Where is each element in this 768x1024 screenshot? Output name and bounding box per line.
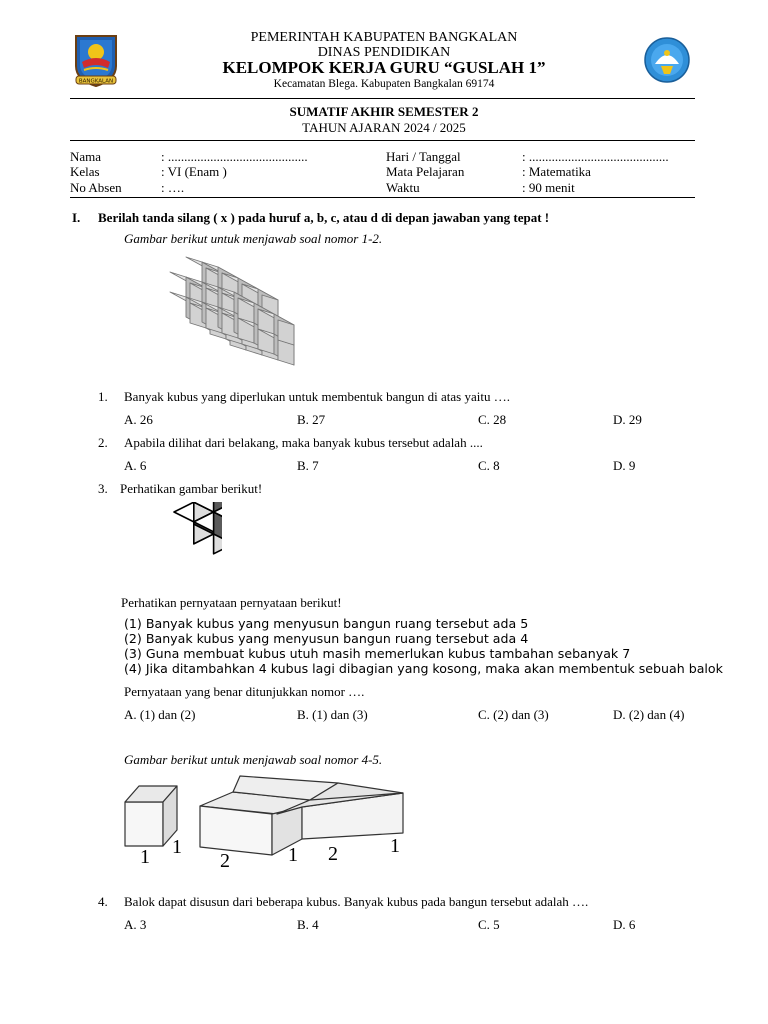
exam-title: SUMATIF AKHIR SEMESTER 2 [289, 104, 479, 119]
cube-width-label: 1 [140, 846, 150, 868]
q3-statement-2: (2) Banyak kubus yang menyusun bangun ruang tersebut ada 4 [124, 631, 529, 646]
mapel-value: : Matematika [522, 164, 591, 179]
q3-intro: Perhatikan pernyataan pernyataan berikut! [121, 595, 342, 610]
exam-year: TAHUN AJARAN 2024 / 2025 [302, 120, 466, 135]
q2-option-a[interactable]: A. 6 [124, 458, 147, 473]
q2-option-d[interactable]: D. 9 [613, 458, 636, 473]
cuboid-width-label-2: 1 [390, 835, 400, 857]
kelas-value: : VI (Enam ) [161, 164, 227, 179]
q3-text: Perhatikan gambar berikut! [120, 481, 263, 496]
q3-option-c[interactable]: C. (2) dan (3) [478, 707, 549, 722]
cuboid-width-label: 1 [288, 844, 298, 866]
absen-field[interactable]: : …. [161, 180, 185, 195]
q3-statement-4: (4) Jika ditambahkan 4 kubus lagi dibagian yang kosong, maka akan membentuk sebuah balok [124, 661, 723, 676]
q2-option-b[interactable]: B. 7 [297, 458, 319, 473]
logo-banner-text: BANGKALAN [78, 78, 114, 85]
q4-option-a[interactable]: A. 3 [124, 917, 147, 932]
waktu-value: : 90 menit [522, 180, 575, 195]
q4-option-d[interactable]: D. 6 [613, 917, 636, 932]
cube-depth-label: 1 [172, 836, 182, 858]
q4-option-c[interactable]: C. 5 [478, 917, 500, 932]
staircase-cubes [170, 257, 294, 365]
unit-cube [125, 786, 177, 846]
q3-statement-3: (3) Guna membuat kubus utuh masih memerlukan kubus tambahan sebanyak 7 [124, 646, 631, 661]
letterhead-rule [70, 98, 695, 99]
hari-field[interactable]: : ........................................... [522, 149, 669, 164]
q1-option-a[interactable]: A. 26 [124, 412, 153, 427]
cuboid-length-label-2: 2 [328, 843, 338, 865]
q3-prompt: Pernyataan yang benar ditunjukkan nomor …. [124, 684, 365, 699]
cuboid-length-label: 2 [220, 850, 230, 870]
q2-number: 2. [98, 435, 108, 450]
q3-number: 3. [98, 481, 108, 496]
cube-and-cuboid-figure [120, 770, 410, 870]
q3-option-a[interactable]: A. (1) dan (2) [124, 707, 196, 722]
hari-label: Hari / Tanggal [386, 149, 461, 164]
letterhead-government: PEMERINTAH KABUPATEN BANGKALAN [250, 30, 518, 45]
l-shaped-cuboid [200, 776, 403, 855]
section-instruction: Berilah tanda silang ( x ) pada huruf a, b, c, atau d di depan jawaban yang tepat ! [98, 210, 550, 225]
kelas-label: Kelas [70, 164, 100, 179]
absen-label: No Absen [70, 180, 122, 195]
cube-pyramid-figure [128, 502, 222, 588]
q1-option-b[interactable]: B. 27 [297, 412, 326, 427]
q1-option-d[interactable]: D. 29 [613, 412, 642, 427]
info-top-rule [70, 140, 695, 141]
letterhead-department: DINAS PENDIDIKAN [317, 45, 451, 60]
info-bottom-rule [70, 197, 695, 198]
cube-pyramid [174, 502, 222, 554]
q3-statement-1: (1) Banyak kubus yang menyusun bangun ruang tersebut ada 5 [124, 616, 529, 631]
q4-number: 4. [98, 894, 108, 909]
q4-option-b[interactable]: B. 4 [297, 917, 319, 932]
q3-option-b[interactable]: B. (1) dan (3) [297, 707, 368, 722]
q3-option-d[interactable]: D. (2) dan (4) [613, 707, 685, 722]
q2-text: Apabila dilihat dari belakang, maka banyak kubus tersebut adalah .... [124, 435, 483, 450]
q4-text: Balok dapat disusun dari beberapa kubus. Banyak kubus pada bangun tersebut adalah …. [124, 894, 589, 909]
letterhead-address: Kecamatan Blega. Kabupaten Bangkalan 69174 [273, 78, 495, 90]
q1-option-c[interactable]: C. 28 [478, 412, 507, 427]
q1-number: 1. [98, 389, 108, 404]
section-number: I. [72, 210, 81, 225]
figure-caption-4-5: Gambar berikut untuk menjawab soal nomor 4-5. [124, 752, 383, 767]
waktu-label: Waktu [386, 180, 420, 195]
figure-caption-1-2: Gambar berikut untuk menjawab soal nomor 1-2. [124, 231, 383, 246]
q2-option-c[interactable]: C. 8 [478, 458, 500, 473]
mapel-label: Mata Pelajaran [386, 164, 465, 179]
nama-field[interactable]: : ........................................... [161, 149, 308, 164]
q1-text: Banyak kubus yang diperlukan untuk membentuk bangun di atas yaitu …. [124, 389, 510, 404]
nama-label: Nama [70, 149, 102, 164]
staircase-cubes-figure [132, 250, 304, 382]
letterhead-group: KELOMPOK KERJA GURU “GUSLAH 1” [222, 58, 546, 77]
